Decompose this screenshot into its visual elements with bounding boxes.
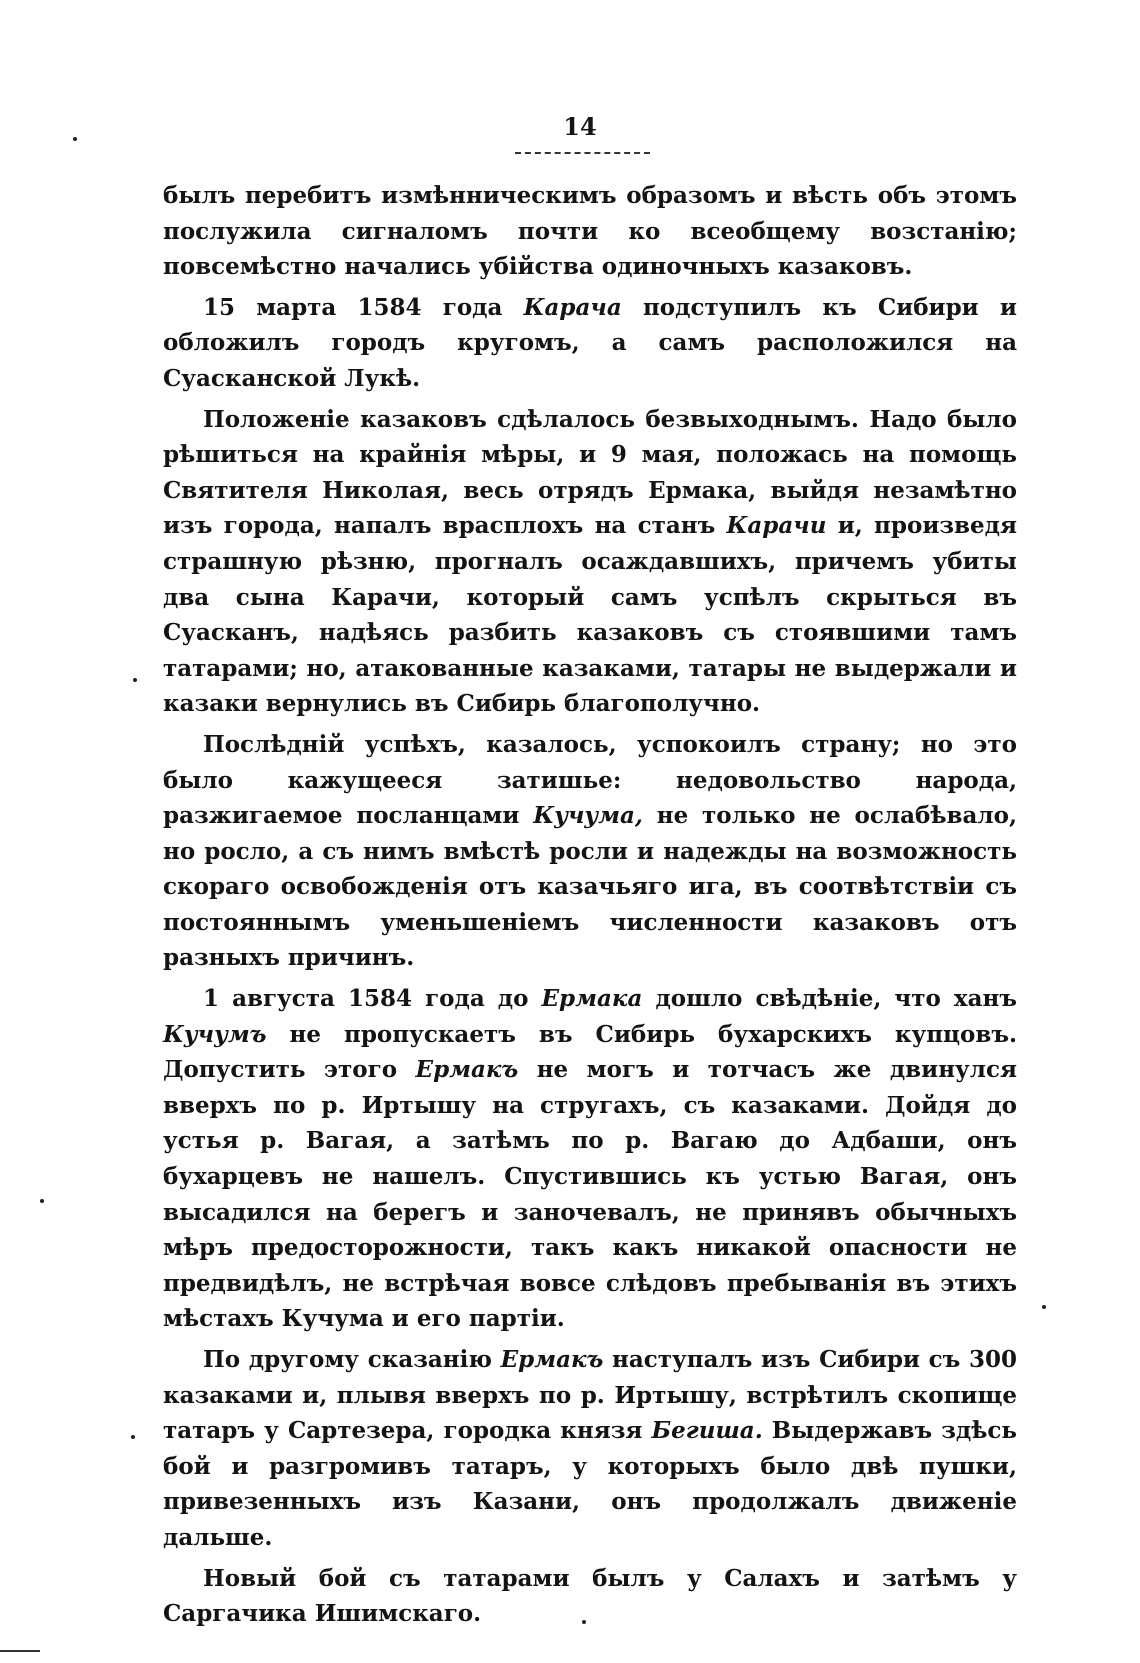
paragraph-2: [163, 290, 1017, 397]
text-run: не пропускаетъ въ Сибирь бухарскихъ купцовъ. Допустить этого: [163, 1020, 1017, 1084]
text-run: Новый бой съ татарами былъ у Салахъ и затѣмъ у Саргачика Ишимскаго.: [163, 1564, 1017, 1628]
paragraph-5: [163, 981, 1017, 1337]
italic-name: Кучумъ: [163, 1020, 267, 1048]
scan-speck: [582, 1620, 586, 1624]
page-number-rule: [515, 152, 650, 154]
text-run: дошло свѣдѣніе, что ханъ: [642, 985, 1017, 1013]
italic-name: Ермака: [541, 985, 643, 1013]
italic-name: Ермакъ: [415, 1056, 519, 1084]
scan-speck: [131, 1435, 135, 1439]
italic-name: Карачи: [726, 512, 827, 540]
text-run: и, произведя страшную рѣзню, прогналъ осаждавшихъ, причемъ убиты два сына Карачи, который самъ успѣлъ скрыться въ Суасканъ, надѣясь разбить казаковъ съ стоявшими тамъ татарами; но, атакованные казаками, татары не выдержали и казаки вернулись въ Сибирь благополучно.: [163, 512, 1017, 718]
text-run: подступилъ къ Сибири и обложилъ городъ кругомъ, а самъ расположился на Суасканской Лукѣ.: [163, 293, 1017, 392]
italic-name: Карача: [523, 293, 622, 321]
page-number: 14: [563, 112, 597, 141]
italic-name: Ермакъ: [500, 1346, 604, 1373]
text-run: Послѣдній успѣхъ, казалось, успокоилъ страну; но это было кажущееся затишье: недовольство народа, разжигаемое посланцами: [163, 730, 1017, 830]
text-run: не могъ и тотчасъ же двинулся вверхъ по р. Иртышу на стругахъ, съ казаками. Дойдя до устья р. Вагая, а затѣмъ по р. Вагаю до Адбаши, онъ бухарцевъ не нашелъ. Спустившись къ устью Вагая, онъ высадился на берегъ и заночевалъ, не принявъ обычныхъ мѣръ предосторожности, такъ какъ никакой опасности не предвидѣлъ, не встрѣчая вовсе слѣдовъ пребыванія въ этихъ мѣстахъ Кучума и его партіи.: [163, 1056, 1017, 1333]
text-run: Положеніе казаковъ сдѣлалось безвыходнымъ. Надо было рѣшиться на крайнія мѣры, и 9 мая, положась на помощь Святителя Николая, весь отрядъ Ермака, выйдя незамѣтно изъ города, напалъ врасплохъ на станъ: [163, 405, 1017, 540]
text-run: не только не ослабѣвало, но росло, а съ нимъ вмѣстѣ росли и надежды на возможность скораго освобожденія отъ казачьяго ига, въ соотвѣтствіи съ постояннымъ уменьшеніемъ численности казаковъ отъ разныхъ причинъ.: [163, 802, 1017, 972]
scan-speck: [73, 137, 77, 141]
italic-name: Бегиша.: [651, 1417, 763, 1445]
body-text: [163, 178, 1017, 1637]
paragraph-7: [163, 1561, 1017, 1632]
scan-speck: [40, 1199, 44, 1203]
text-run: Выдержавъ здѣсь бой и разгромивъ татаръ, у которыхъ было двѣ пушки, привезенныхъ изъ Казани, онъ продолжалъ движеніе дальше.: [163, 1417, 1017, 1551]
text-run: 1 августа 1584 года до: [203, 985, 542, 1013]
scan-edge-line: [0, 1650, 40, 1652]
text-run: былъ перебитъ измѣнническимъ образомъ и вѣсть объ этомъ послужила сигналомъ почти ко всеобщему возстанію; повсемѣстно начались убійства одиночныхъ казаковъ.: [163, 182, 1017, 281]
paragraph-6: [163, 1342, 1017, 1556]
scan-speck: [1042, 1305, 1046, 1309]
paragraph-1: [163, 178, 1017, 285]
text-run: 15 марта 1584 года: [203, 293, 524, 321]
scan-speck: [133, 678, 137, 682]
paragraph-3: [163, 402, 1017, 722]
text-run: наступалъ изъ Сибири съ 300 казаками и, плывя вверхъ по р. Иртышу, встрѣтилъ скопище татаръ у Сартезера, городка князя: [163, 1346, 1018, 1445]
italic-name: Кучума,: [533, 802, 643, 830]
text-run: По другому сказанію: [203, 1346, 501, 1373]
paragraph-4: [163, 727, 1017, 976]
